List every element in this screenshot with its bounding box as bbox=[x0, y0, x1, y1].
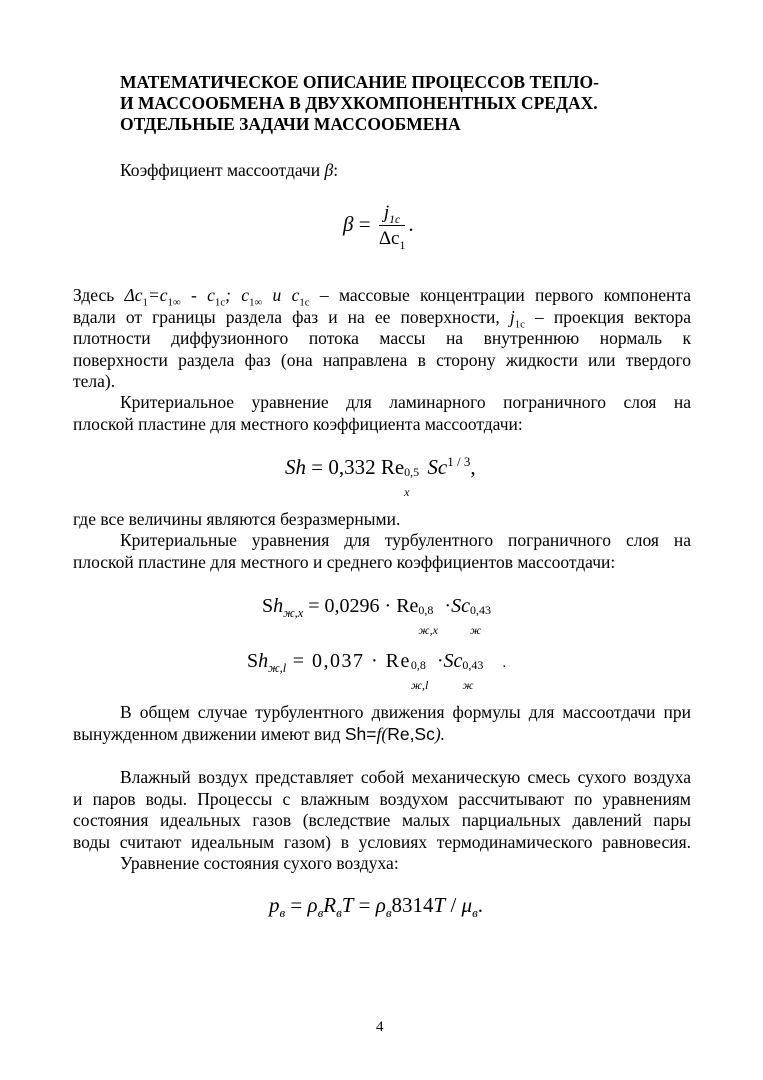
formula-turbulent-local: $Sh_{ж,x} = 0,0296 \cdot Re$ 0,8 ж,x ·Sc 0,43 ж bbox=[262, 595, 491, 637]
beta-fraction: $\frac{j_{1c}}{\Delta c_1}$ bbox=[378, 202, 406, 252]
intro-line: Коэффициент массоотдачи β: bbox=[120, 160, 339, 180]
note-dimensionless: где все величины являются безразмерными. bbox=[73, 509, 401, 529]
paragraph-general: В общем случае турбулентного движения формулы для массоотдачи при вынужденном движении имеют вид Sh=f(Re,Sc). bbox=[73, 702, 691, 744]
section-heading bbox=[120, 72, 680, 135]
page-number: 4 bbox=[376, 1019, 384, 1035]
beta-symbol: β bbox=[324, 160, 334, 180]
formula-turbulent-mean: $Sh_{ж,l} = 0,037 \cdot Re$ 0,8 ж,l ·Sc 0,43 ж . bbox=[247, 650, 507, 692]
formula-beta: β = $\frac{j_{1c}}{\Delta c_1}$ . bbox=[343, 202, 414, 252]
paragraph-laminar: Критериальное уравнение для ламинарного пограничного слоя на плоской пластине для местного коэффициента массоотдачи: bbox=[73, 392, 691, 434]
paragraph-turbulent: Критериальные уравнения для турбулентного пограничного слоя на плоской пластине для местного и среднего коэффициентов массоотдачи: bbox=[73, 530, 691, 572]
heading-line-1: МАТЕМАТИЧЕСКОЕ ОПИСАНИЕ ПРОЦЕССОВ ТЕПЛО- bbox=[120, 72, 599, 92]
paragraph-humid-air: Влажный воздух представляет собой механическую смесь сухого воздуха и паров воды. Процессы с влажным воздухом рассчитывают по уравнениям состояния идеальных газов (вследствие малых парциальных давлений пары воды считают идеальным газом) в условиях термодинамического равновесия. Уравнение состояния сухого воздуха: bbox=[73, 767, 691, 873]
paragraph-definitions: Здесь $\Delta c_1=c_{1\infty} - c_{1c}$; $c_{1\infty}$ и $c_{1c}$ – массовые концентрации первого компонента вдали от границы раздела фаз и на ее поверхности, $j_{1c}$ – проекция вектора плотности диффузионного потока массы на внутреннюю нормаль к поверхности раздела фаз (она направлена в сторону жидкости или твердого тела). bbox=[73, 285, 691, 391]
formula-laminar: Sh = 0,332 Re 0,5 x $Sc^{1 / 3}$, bbox=[285, 454, 476, 499]
heading-line-2: И МАССООБМЕНА В ДВУХКОМПОНЕНТНЫХ СРЕДАХ. bbox=[120, 93, 598, 113]
heading-line-3: ОТДЕЛЬНЫЕ ЗАДАЧИ МАССООБМЕНА bbox=[120, 114, 461, 134]
formula-state-equation: $p_в = \rho_вR_вT = \rho_в8314T / \mu_в$. bbox=[269, 893, 483, 921]
